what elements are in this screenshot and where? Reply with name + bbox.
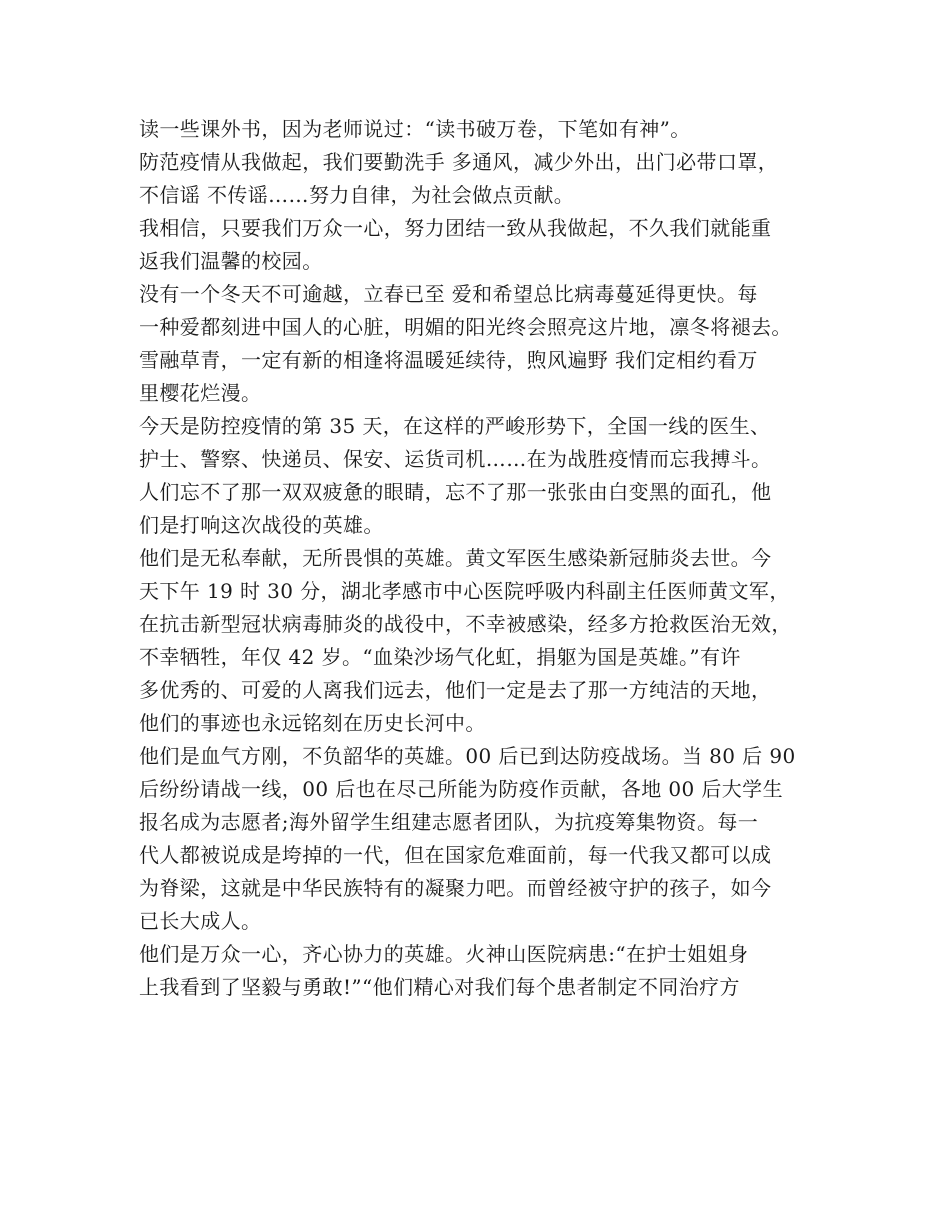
paragraph xyxy=(139,938,829,1004)
text-line: 他们是万众一心，齐心协力的英雄。火神山医院病患:“在护士姐姐身 xyxy=(139,942,749,966)
text-line: 人们忘不了那一双双疲惫的眼睛，忘不了那一张张由白变黑的面孔，他 xyxy=(139,480,772,504)
text-line: 们是打响这次战役的英雄。 xyxy=(139,513,384,537)
text-line: 护士、警察、快递员、保安、运货司机……在为战胜疫情而忘我搏斗。 xyxy=(139,447,772,471)
text-line: 他们的事迹也永远铭刻在历史长河中。 xyxy=(139,711,486,735)
text-line: 天下午 19 时 30 分，湖北孝感市中心医院呼吸内科副主任医师黄文军， xyxy=(139,579,790,603)
text-line: 读一些课外书，因为老师说过：“读书破万卷，下笔如有神”。 xyxy=(139,117,691,141)
text-line: 不信谣 不传谣……努力自律，为社会做点贡献。 xyxy=(139,183,575,207)
text-line: 他们是血气方刚，不负韶华的英雄。00 后已到达防疫战场。当 80 后 90 xyxy=(139,744,796,768)
paragraph xyxy=(139,740,829,938)
paragraph xyxy=(139,113,829,146)
text-line: 不幸牺牲，年仅 42 岁。“血染沙场气化虹，捐躯为国是英雄。”有许 xyxy=(139,645,741,669)
paragraph xyxy=(139,410,829,542)
text-line: 已长大成人。 xyxy=(139,909,262,933)
text-line: 他们是无私奉献，无所畏惧的英雄。黄文军医生感染新冠肺炎去世。今 xyxy=(139,546,772,570)
text-line: 为脊梁，这就是中华民族特有的凝聚力吧。而曾经被守护的孩子，如今 xyxy=(139,876,772,900)
text-line: 上我看到了坚毅与勇敢!”“他们精心对我们每个患者制定不同治疗方 xyxy=(139,975,740,999)
text-line: 一种爱都刻进中国人的心脏，明媚的阳光终会照亮这片地，凛冬将褪去。 xyxy=(139,315,792,339)
paragraph xyxy=(139,146,829,212)
text-line: 里樱花烂漫。 xyxy=(139,381,262,405)
text-line: 返我们温馨的校园。 xyxy=(139,249,323,273)
text-line: 我相信，只要我们万众一心，努力团结一致从我做起，不久我们就能重 xyxy=(139,216,772,240)
document-body xyxy=(139,113,829,1004)
text-line: 雪融草青，一定有新的相逢将温暖延续待，煦风遍野 我们定相约看万 xyxy=(139,348,758,372)
text-line: 代人都被说成是垮掉的一代，但在国家危难面前，每一代我又都可以成 xyxy=(139,843,772,867)
text-line: 在抗击新型冠状病毒肺炎的战役中，不幸被感染，经多方抢救医治无效， xyxy=(139,612,792,636)
text-line: 后纷纷请战一线，00 后也在尽己所能为防疫作贡献，各地 00 后大学生 xyxy=(139,777,783,801)
text-line: 报名成为志愿者;海外留学生组建志愿者团队，为抗疫筹集物资。每一 xyxy=(139,810,759,834)
text-line: 防范疫情从我做起，我们要勤洗手 多通风，减少外出，出门必带口罩， xyxy=(139,150,779,174)
text-line: 多优秀的、可爱的人离我们远去，他们一定是去了那一方纯洁的天地， xyxy=(139,678,772,702)
paragraph xyxy=(139,212,829,278)
text-line: 没有一个冬天不可逾越，立春已至 爱和希望总比病毒蔓延得更快。每 xyxy=(139,282,758,306)
paragraph xyxy=(139,542,829,740)
paragraph xyxy=(139,278,829,410)
text-line: 今天是防控疫情的第 35 天，在这样的严峻形势下，全国一线的医生、 xyxy=(139,414,771,438)
